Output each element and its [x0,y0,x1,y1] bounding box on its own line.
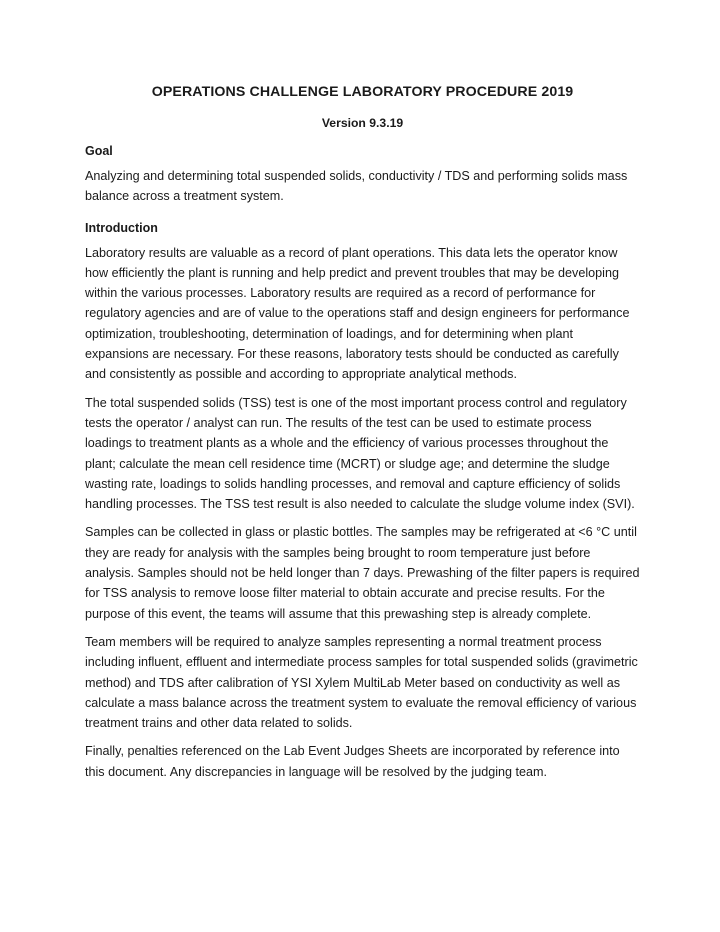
goal-heading: Goal [85,144,113,158]
intro-paragraph-lab-results: Laboratory results are valuable as a record of plant operations. This data lets the operator know how efficiently the plant is running and help predict and prevent troubles that may be developing within the various processes. Laboratory results are required as a record of performance for regulatory agencies and are of value to the operations staff and design engineers for performance optimization, troubleshooting, determination of loadings, and for determining when plant expansions are necessary. For these reasons, laboratory tests should be conducted as carefully and consistently as possible and according to appropriate analytical methods. [85,245,630,382]
document-version: Version 9.3.19 [321,116,404,130]
introduction-section [85,218,640,782]
intro-paragraph-sample-handling: Samples can be collected in glass or plastic bottles. The samples may be refrigerated at <6 °C until they are ready for analysis with the samples being brought to room temperature just before analysis. Samples should not be held longer than 7 days. Prewashing of the filter papers is required for TSS analysis to remove loose filter material to obtain accurate and precise results. For the purpose of this event, the teams will assume that this prewashing step is already complete. [85,525,640,621]
intro-paragraph-tss-test: The total suspended solids (TSS) test is one of the most important process control and regulatory tests the operator / analyst can run. The results of the test can be used to estimate process loadings to treatment plants as a whole and the efficiency of various processes throughout the plant; calculate the mean cell residence time (MCRT) or sludge age; and determine the sludge wasting rate, loadings to solids handling processes, and removal and capture efficiency of solids handling processes. The TSS test result is also needed to calculate the sludge volume index (SVI). [85,395,635,512]
goal-paragraph: Analyzing and determining total suspended solids, conductivity / TDS and performing solids mass balance across a treatment system. [85,169,628,204]
goal-section [85,141,640,207]
intro-paragraph-penalties: Finally, penalties referenced on the Lab Event Judges Sheets are incorporated by reference into this document. Any discrepancies in language will be resolved by the judging team. [85,744,620,779]
document-title: OPERATIONS CHALLENGE LABORATORY PROCEDURE 2019 [151,84,574,100]
intro-paragraph-team-tasks: Team members will be required to analyze samples representing a normal treatment process including influent, effluent and intermediate process samples for total suspended solids (gravimetric method) and TDS after calibration of YSI Xylem MultiLab Meter based on conductivity as well as calculate a mass balance across the treatment system to evaluate the removal efficiency of various treatment trains and other data related to solids. [85,634,638,731]
introduction-heading: Introduction [85,220,158,235]
